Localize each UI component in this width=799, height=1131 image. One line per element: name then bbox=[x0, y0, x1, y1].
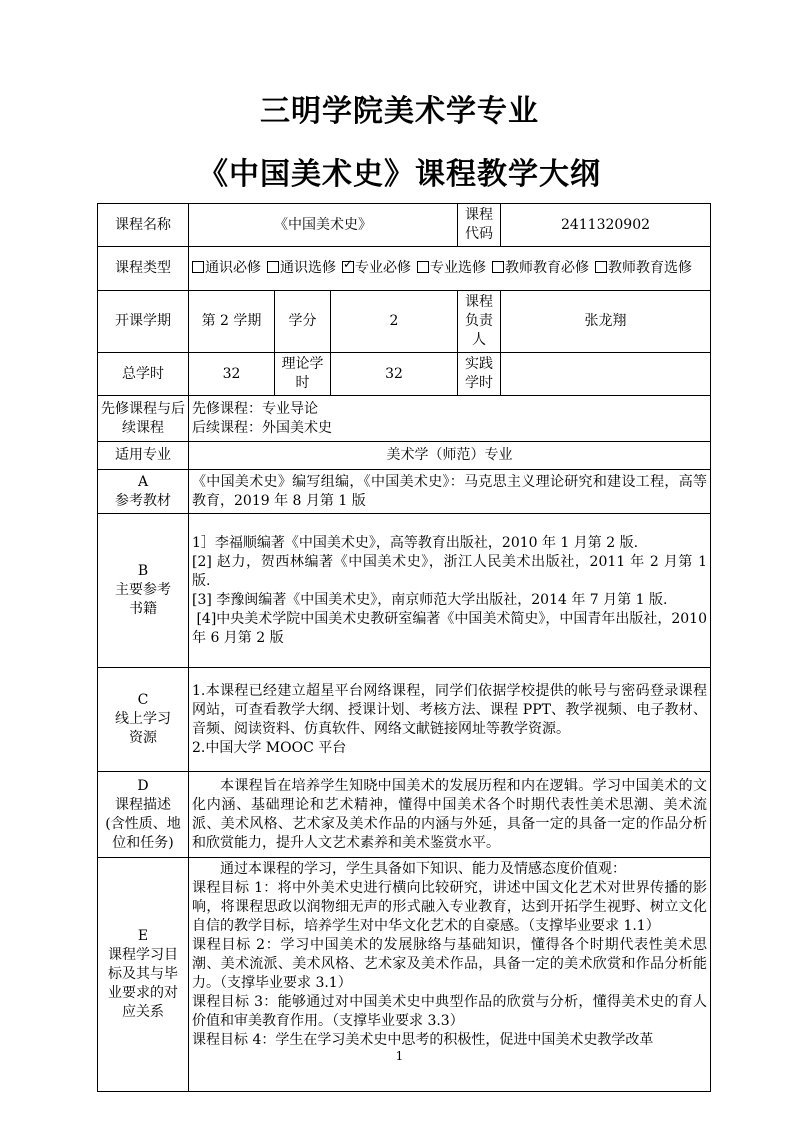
section-e-label: E 课程学习目 标及其与毕 业要求的对 应关系 bbox=[98, 858, 189, 1092]
course-type-option-label: 通识必修 bbox=[205, 260, 261, 276]
course-type-option bbox=[595, 260, 692, 276]
reference-item: [3] 李豫闽编著《中国美术史》，南京师范大学出版社，2014 年 7 月第 1 版. bbox=[192, 591, 668, 608]
course-type-option bbox=[492, 260, 589, 276]
course-type-option bbox=[417, 260, 486, 276]
practice-hours-value bbox=[501, 353, 711, 396]
section-c-label: C 线上学习 资源 bbox=[98, 668, 189, 772]
objectives-intro: 通过本课程的学习，学生具备如下知识、能力及情感态度价值观： bbox=[220, 861, 626, 877]
credit-value: 2 bbox=[331, 291, 458, 353]
unchecked-box-icon bbox=[492, 261, 504, 273]
course-code-label: 课程代码 bbox=[458, 204, 501, 247]
course-code-value: 2411320902 bbox=[501, 204, 711, 247]
section-a-text: 《中国美术史》编写组编，《中国美术史》：马克思主义理论研究和建设工程，高等教育，2019 年 8 月第 1 版 bbox=[189, 470, 711, 514]
section-d-label: D 课程描述 (含性质、地 位和任务) bbox=[98, 772, 189, 858]
section-d-text: 本课程旨在培养学生知晓中国美术的发展历程和内在逻辑。学习中国美术的文化内涵、基础理论和艺术精神，懂得中国美术各个时期代表性美术思潮、美术流派、美术风格、艺术家及美术作品的内涵与外延，具备一定的具备一定的作品分析和欣赏能力，提升人文艺术素养和美术鉴赏水平。 bbox=[189, 772, 711, 858]
checked-box-icon bbox=[342, 261, 354, 273]
course-type-option bbox=[192, 260, 261, 276]
section-c-content bbox=[189, 668, 711, 772]
semester-value: 第 2 学期 bbox=[189, 291, 275, 353]
course-type-option-label: 专业选修 bbox=[430, 260, 486, 276]
syllabus-table bbox=[97, 203, 711, 1092]
prereq-line: 先修课程：专业导论 bbox=[192, 400, 318, 417]
reference-item: 1］李福顺编著《中国美术史》，高等教育出版社，2010 年 1 月第 2 版. bbox=[192, 534, 639, 551]
credit-label: 学分 bbox=[275, 291, 331, 353]
course-type-option-label: 专业必修 bbox=[355, 260, 411, 276]
objective-item: 课程目标 4：学生在学习美术史中思考的积极性，促进中国美术史教学改革 bbox=[192, 1032, 654, 1048]
total-hours-value: 32 bbox=[189, 353, 275, 396]
major-label: 适用专业 bbox=[98, 442, 189, 470]
course-type-options bbox=[189, 247, 711, 291]
resource-item: 2.中国大学 MOOC 平台 bbox=[192, 739, 347, 756]
unchecked-box-icon bbox=[267, 261, 279, 273]
objective-item: 课程目标 1：将中外美术史进行横向比较研究，讲述中国文化艺术对世界传播的影响，将课程思政以润物细无声的形式融入专业教育，达到开拓学生视野、树立文化自信的教学目标，培养学生对中华文化艺术的自豪感。（支撑毕业要求 1.1） bbox=[192, 880, 707, 934]
objective-item: 课程目标 2：学习中国美术的发展脉络与基础知识，懂得各个时期代表性美术思潮、美术流派、美术风格、艺术家及美术作品，具备一定的美术欣赏和作品分析能力。（支撑毕业要求 3.1） bbox=[192, 937, 707, 991]
reference-item: [4]中央美术学院中国美术史教研室编著《中国美术简史》，中国青年出版社，2010 年 6 月第 2 版 bbox=[192, 610, 712, 646]
course-type-option bbox=[342, 260, 411, 276]
objective-item: 课程目标 3：能够通过对中国美术史中典型作品的欣赏与分析，懂得美术史的育人价值和审美教育作用。（支撑毕业要求 3.3） bbox=[192, 994, 707, 1029]
unchecked-box-icon bbox=[595, 261, 607, 273]
course-name-value: 《中国美术史》 bbox=[189, 204, 458, 247]
course-type-option-label: 教师教育必修 bbox=[505, 260, 589, 276]
section-b-content bbox=[189, 514, 711, 668]
section-a-label: A 参考教材 bbox=[98, 470, 189, 514]
course-name-label: 课程名称 bbox=[98, 204, 189, 247]
course-type-option-label: 通识选修 bbox=[280, 260, 336, 276]
unchecked-box-icon bbox=[192, 261, 204, 273]
resource-item: 1.本课程已经建立超星平台网络课程，同学们依据学校提供的帐号与密码登录课程网站，可查看教学大纲、授课计划、考核方法、课程 PPT、教学视频、电子教材、音频、阅读资料、仿真软件、网络文献链接网址等教学资源。 bbox=[192, 682, 707, 737]
practice-hours-label: 实践学时 bbox=[458, 353, 501, 396]
reference-item: [2] 赵力，贺西林编著《中国美术史》，浙江人民美术出版社，2011 年 2 月第 1 版. bbox=[192, 553, 707, 589]
prereq-content bbox=[189, 396, 711, 442]
followup-line: 后续课程：外国美术史 bbox=[192, 419, 332, 436]
unchecked-box-icon bbox=[417, 261, 429, 273]
major-value: 美术学（师范）专业 bbox=[189, 442, 711, 470]
prereq-label: 先修课程与后续课程 bbox=[98, 396, 189, 442]
course-type-option-label: 教师教育选修 bbox=[608, 260, 692, 276]
theory-hours-value: 32 bbox=[331, 353, 458, 396]
owner-value: 张龙翔 bbox=[501, 291, 711, 353]
course-type-label: 课程类型 bbox=[98, 247, 189, 291]
page-title-line2: 《中国美术史》课程教学大纲 bbox=[198, 157, 601, 192]
semester-label: 开课学期 bbox=[98, 291, 189, 353]
course-type-option bbox=[267, 260, 336, 276]
page-title-line1: 三明学院美术学专业 bbox=[260, 94, 539, 129]
section-b-label: B 主要参考 书籍 bbox=[98, 514, 189, 668]
total-hours-label: 总学时 bbox=[98, 353, 189, 396]
theory-hours-label: 理论学时 bbox=[275, 353, 331, 396]
owner-label: 课程负责人 bbox=[458, 291, 501, 353]
page-number: 1 bbox=[395, 1049, 404, 1063]
